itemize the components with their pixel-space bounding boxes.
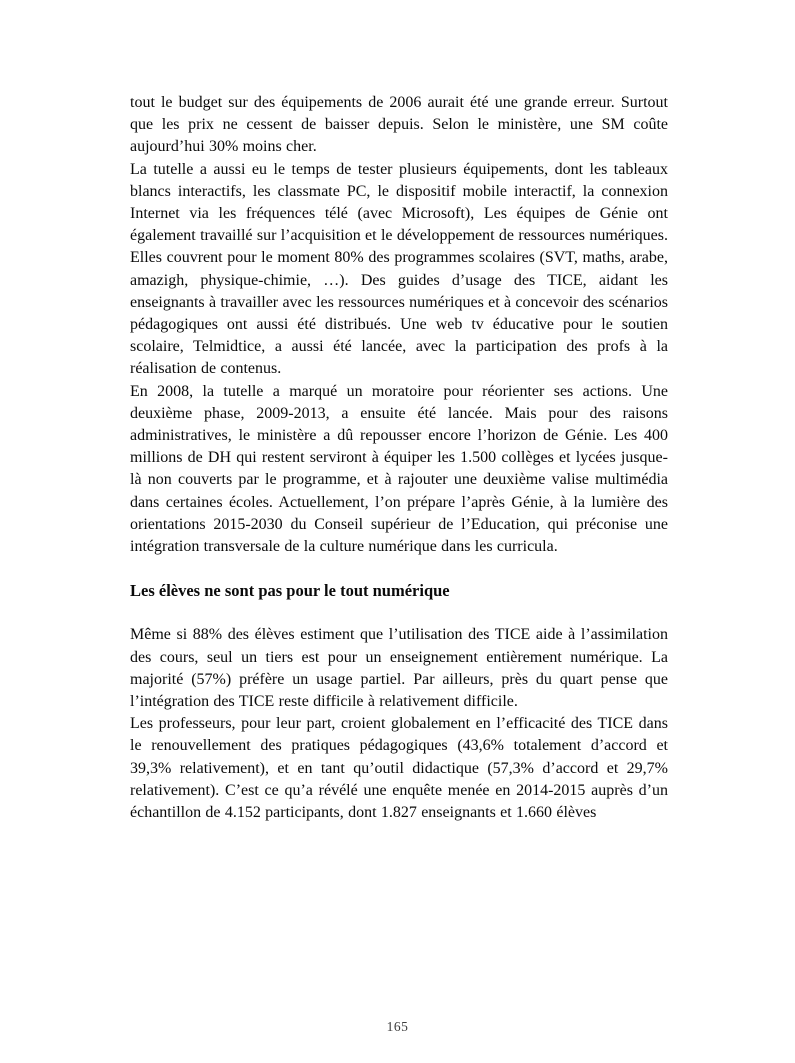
- body-paragraph: tout le budget sur des équipements de 2006 aurait été une grande erreur. Surtout que les prix ne cessent de baisser depuis. Selon le ministère, une SM coûte aujourd’hui 30% moins cher.: [130, 94, 668, 156]
- page-content: [130, 92, 668, 824]
- body-paragraph: Les professeurs, pour leur part, croient globalement en l’efficacité des TICE dans le renouvellement des pratiques pédagogiques (43,6% totalement d’accord et 39,3% relativement), et en tant qu’outil didactique (57,3% d’accord et 29,7% relativement). C’est ce qu’a révélé une enquête menée en 2014-2015 auprès d’un échantillon de 4.152 participants, dont 1.827 enseignants et 1.660 élèves: [130, 715, 668, 822]
- section-heading: Les élèves ne sont pas pour le tout numérique: [130, 581, 450, 601]
- body-paragraph: En 2008, la tutelle a marqué un moratoire pour réorienter ses actions. Une deuxième phase, 2009-2013, a ensuite été lancée. Mais pour des raisons administratives, le ministère a dû repousser encore l’horizon de Génie. Les 400 millions de DH qui restent serviront à équiper les 1.500 collèges et lycées jusque-là non couverts par le programme, et à rajouter une deuxième valise multimédia dans certaines écoles. Actuellement, l’on prépare l’après Génie, à la lumière des orientations 2015-2030 du Conseil supérieur de l’Education, qui préconise une intégration transversale de la culture numérique dans les curricula.: [130, 382, 668, 556]
- body-paragraph: Même si 88% des élèves estiment que l’utilisation des TICE aide à l’assimilation des cours, seul un tiers est pour un enseignement entièrement numérique. La majorité (57%) préfère un usage partiel. Par ailleurs, près du quart pense que l’intégration des TICE reste difficile à relativement difficile.: [130, 626, 668, 711]
- body-paragraph: La tutelle a aussi eu le temps de tester plusieurs équipements, dont les tableaux blancs interactifs, les classmate PC, le dispositif mobile interactif, la connexion Internet via les fréquences télé (avec Microsoft), Les équipes de Génie ont également travaillé sur l’acquisition et le développement de ressources numériques. Elles couvrent pour le moment 80% des programmes scolaires (SVT, maths, arabe, amazigh, physique-chimie, …). Des guides d’usage des TICE, aidant les enseignants à travailler avec les ressources numériques et à concevoir des scénarios pédagogiques ont aussi été distribués. Une web tv éducative pour le soutien scolaire, Telmidtice, a aussi été lancée, avec la participation des profs à la réalisation de contenus.: [130, 160, 668, 378]
- page-number: 165: [386, 1019, 409, 1034]
